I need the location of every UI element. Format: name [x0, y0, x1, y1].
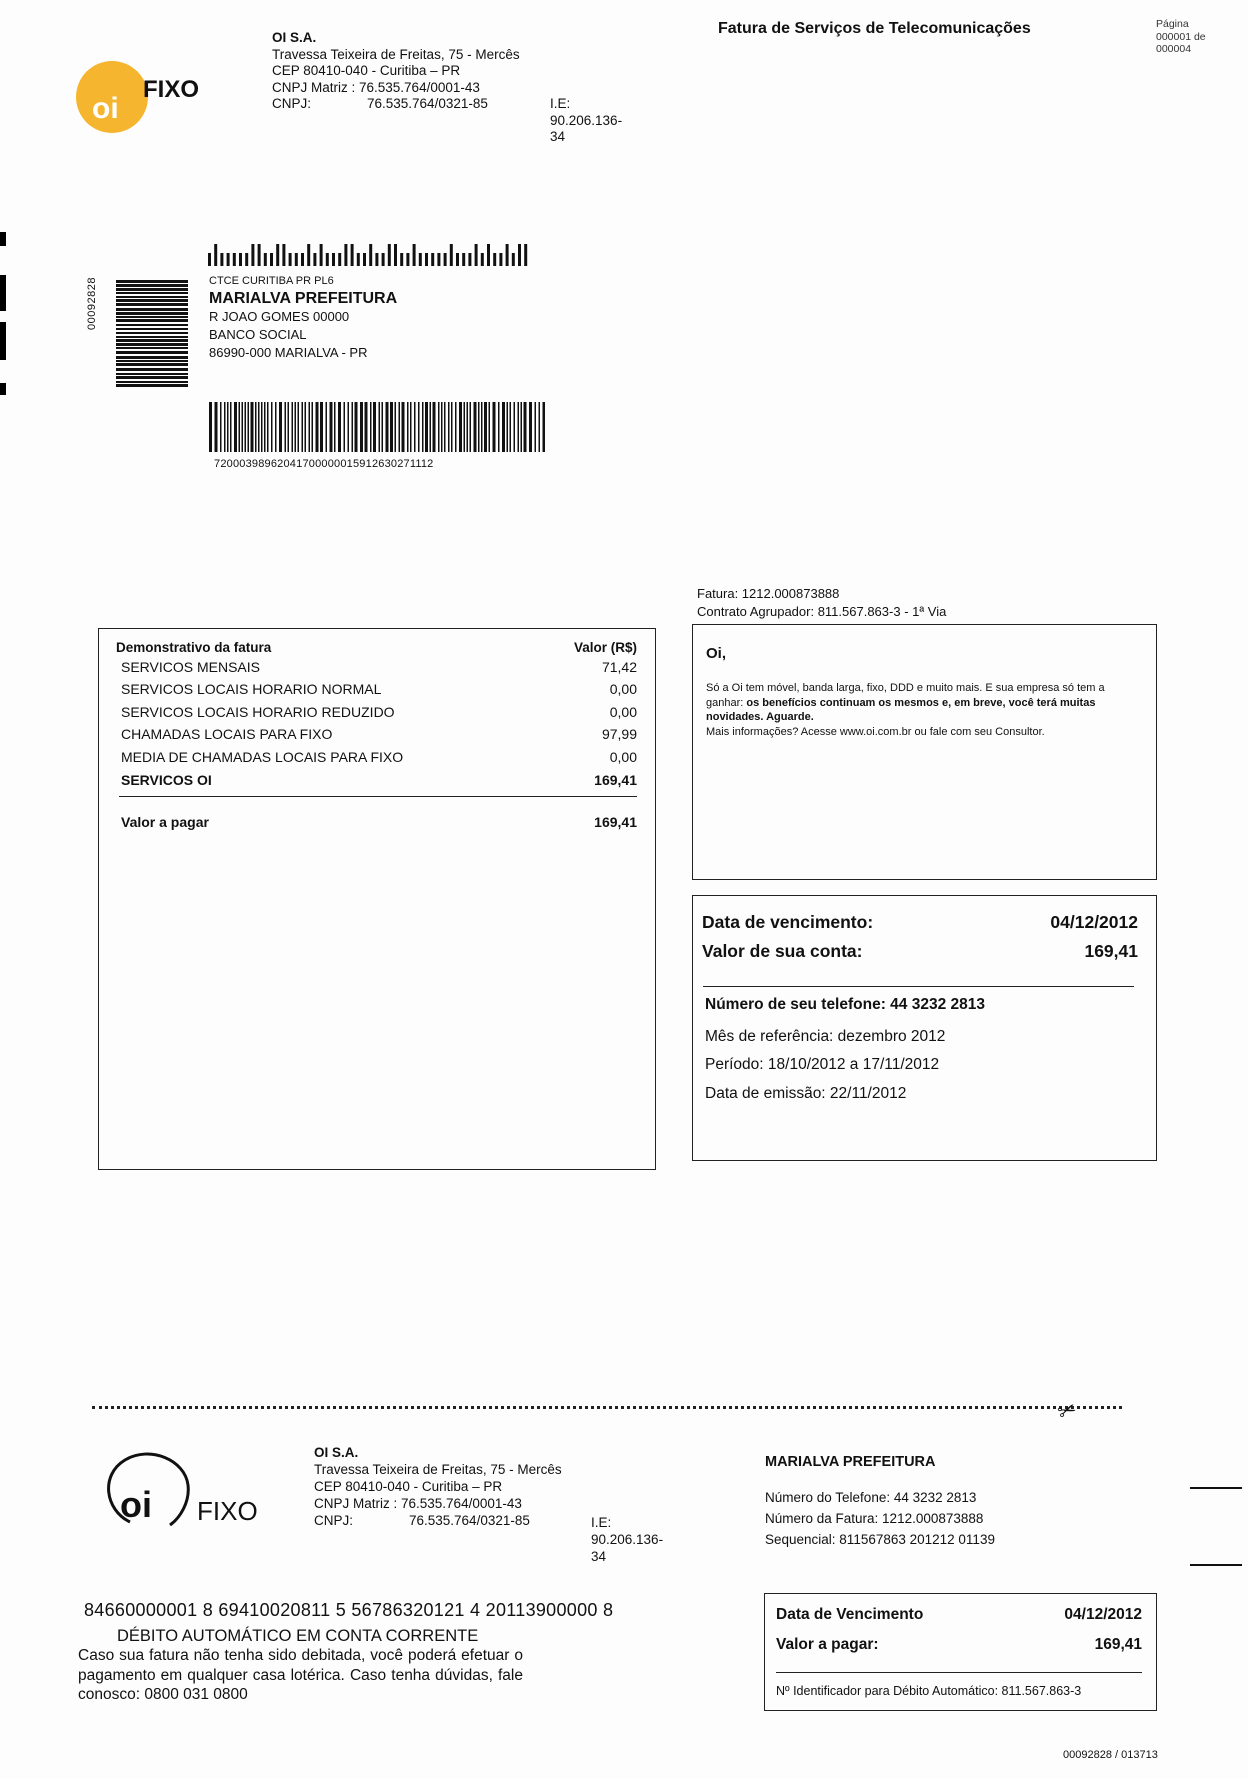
address-barcode	[209, 402, 545, 457]
cut-line	[92, 1406, 1122, 1409]
statement-title: Demonstrativo da fatura	[116, 640, 272, 655]
statement-total	[121, 814, 637, 830]
statement-item-value: 0,00	[609, 681, 637, 697]
issue-date: Data de emissão: 22/11/2012	[705, 1085, 907, 1102]
recipient-name: MARIALVA PREFEITURA	[209, 290, 398, 307]
invoice-info	[697, 585, 946, 621]
stub-client	[765, 1452, 995, 1550]
stub-company-ie: I.E: 90.206.136-34	[591, 1515, 664, 1564]
statement-item-label: CHAMADAS LOCAIS PARA FIXO	[121, 726, 333, 742]
statement-item-label: SERVICOS LOCAIS HORARIO NORMAL	[121, 681, 382, 697]
distribution-center: CTCE CURITIBA PR PL6	[209, 275, 334, 287]
message-text: Só a Oi tem móvel, banda larga, fixo, DDD e muito mais. E sua empresa só tem a ganhar:	[706, 682, 1105, 709]
recipient-street: R JOAO GOMES 00000	[209, 309, 350, 324]
message-greeting: Oi,	[706, 645, 727, 662]
scan-mark	[1190, 1487, 1242, 1489]
page-title: Fatura de Serviços de Telecomunicações	[718, 20, 1031, 37]
reference-month: Mês de referência: dezembro 2012	[705, 1028, 946, 1045]
debit-identifier: Nº Identificador para Débito Automático: 811.567.863-3	[776, 1684, 1082, 1698]
statement-subtotal-value: 169,41	[594, 772, 637, 788]
scan-mark	[0, 232, 6, 246]
invoice-number: Fatura: 1212.000873888	[697, 586, 840, 601]
statement-item-value: 0,00	[609, 704, 637, 720]
stub-phone: Número do Telefone: 44 3232 2813	[765, 1490, 977, 1505]
stub-client-name: MARIALVA PREFEITURA	[765, 1454, 936, 1470]
svg-text:oi: oi	[120, 1484, 152, 1525]
statement-subtotal-label: SERVICOS OI	[121, 772, 212, 788]
company-cnpj-value: 76.535.764/0321-85	[367, 96, 488, 111]
stub-company-cnpj-label: CNPJ:	[314, 1513, 354, 1528]
stub-company-address: Travessa Teixeira de Freitas, 75 - Mercês	[314, 1462, 562, 1477]
company-name: OI S.A.	[272, 30, 317, 45]
statement-item-value: 0,00	[609, 749, 637, 765]
datamatrix-barcode	[116, 280, 188, 392]
statement-item-label: SERVICOS LOCAIS HORARIO REDUZIDO	[121, 704, 395, 720]
digitable-line: 84660000001 8 69410020811 5 56786320121 4 20113900000 8	[84, 1600, 614, 1620]
scissors-icon: ✂	[1054, 1395, 1080, 1426]
company-cnpj-label: CNPJ:	[272, 96, 312, 111]
statement-total-label: Valor a pagar	[121, 814, 209, 830]
side-code: 00092828	[86, 277, 98, 330]
divider	[703, 986, 1134, 987]
svg-text:oi: oi	[92, 92, 119, 125]
stub-pay-label: Valor a pagar:	[776, 1636, 879, 1653]
due-label: Data de vencimento:	[702, 912, 874, 932]
stub-company-cep: CEP 80410-040 - Curitiba – PR	[314, 1479, 503, 1494]
debit-text: Caso sua fatura não tenha sido debitada, você poderá efetuar o pagamento em qualquer casa lotérica. Caso tenha dúvidas, fale conosco: 0800 031 0800	[78, 1647, 523, 1703]
amount-value: 169,41	[1084, 941, 1138, 961]
stub-company-cnpj-value: 76.535.764/0321-85	[409, 1513, 530, 1528]
oi-fixo-logo	[100, 1440, 270, 1540]
statement-value-header: Valor (R$)	[573, 640, 637, 655]
statement-item-value: 71,42	[601, 659, 637, 675]
stub-due-label: Data de Vencimento	[776, 1606, 924, 1623]
company-cnpj-matriz: CNPJ Matriz : 76.535.764/0001-43	[272, 79, 480, 95]
scan-mark	[0, 275, 6, 311]
stub-pay-value: 169,41	[1094, 1636, 1142, 1653]
payment-box	[764, 1593, 1157, 1711]
stub-company-name: OI S.A.	[314, 1445, 359, 1460]
postal-barcode	[208, 244, 538, 273]
page-label: Página	[1156, 18, 1189, 30]
footer-code: 00092828 / 013713	[1063, 1749, 1158, 1761]
statement-row	[121, 749, 637, 765]
message-more-info: Mais informações? Acesse www.oi.com.br ou fale com seu Consultor.	[706, 725, 1045, 738]
svg-text:FIXO: FIXO	[143, 76, 200, 103]
company-ie: I.E: 90.206.136-34	[550, 96, 623, 144]
stub-company	[314, 1444, 664, 1564]
statement-row	[121, 681, 637, 697]
billing-period: Período: 18/10/2012 a 17/11/2012	[705, 1056, 940, 1073]
statement-row	[121, 659, 637, 675]
divider	[776, 1672, 1142, 1673]
svg-text:FIXO: FIXO	[197, 1496, 258, 1526]
page-of: 000001 de	[1156, 30, 1206, 43]
recipient-city: 86990-000 MARIALVA - PR	[209, 345, 368, 360]
statement-item-label: MEDIA DE CHAMADAS LOCAIS PARA FIXO	[121, 749, 404, 765]
due-value: 04/12/2012	[1050, 912, 1138, 932]
stub-sequencial: Sequencial: 811567863 201212 01139	[765, 1532, 995, 1547]
scan-mark	[1190, 1564, 1242, 1566]
message-highlight: os benefícios continuam os mesmos e, em breve, você terá muitas novidades. Aguarde.	[706, 696, 1096, 723]
contract-number: Contrato Agrupador: 811.567.863-3 - 1ª Via	[697, 604, 947, 619]
page-total: 000004	[1156, 43, 1192, 55]
statement-box	[98, 628, 656, 1170]
statement-item-value: 97,99	[601, 726, 637, 742]
divider	[119, 796, 637, 797]
scan-mark	[0, 322, 6, 360]
message-box	[692, 624, 1157, 880]
recipient-address	[209, 272, 397, 362]
stub-due-value: 04/12/2012	[1064, 1606, 1142, 1623]
scan-mark	[0, 383, 6, 395]
amount-label: Valor de sua conta:	[702, 941, 863, 961]
stub-company-cnpj-matriz: CNPJ Matriz : 76.535.764/0001-43	[314, 1496, 522, 1511]
debit-title: DÉBITO AUTOMÁTICO EM CONTA CORRENTE	[117, 1627, 479, 1645]
phone-number: Número de seu telefone: 44 3232 2813	[705, 996, 985, 1013]
barcode-number: 72000398962041700000015912630271112	[214, 458, 434, 470]
statement-row	[121, 726, 637, 742]
due-box	[692, 895, 1157, 1161]
company-header	[272, 30, 623, 144]
page-counter	[1156, 18, 1206, 56]
recipient-district: BANCO SOCIAL	[209, 327, 307, 342]
statement-row	[121, 704, 637, 720]
statement-subtotal	[121, 772, 637, 788]
company-address: Travessa Teixeira de Freitas, 75 - Mercês	[272, 46, 520, 62]
stub-invoice: Número da Fatura: 1212.000873888	[765, 1511, 984, 1526]
statement-total-value: 169,41	[594, 814, 637, 830]
oi-fixo-logo	[66, 55, 216, 145]
company-cep: CEP 80410-040 - Curitiba – PR	[272, 63, 461, 78]
message-body	[706, 681, 1134, 739]
statement-item-label: SERVICOS MENSAIS	[121, 659, 261, 675]
